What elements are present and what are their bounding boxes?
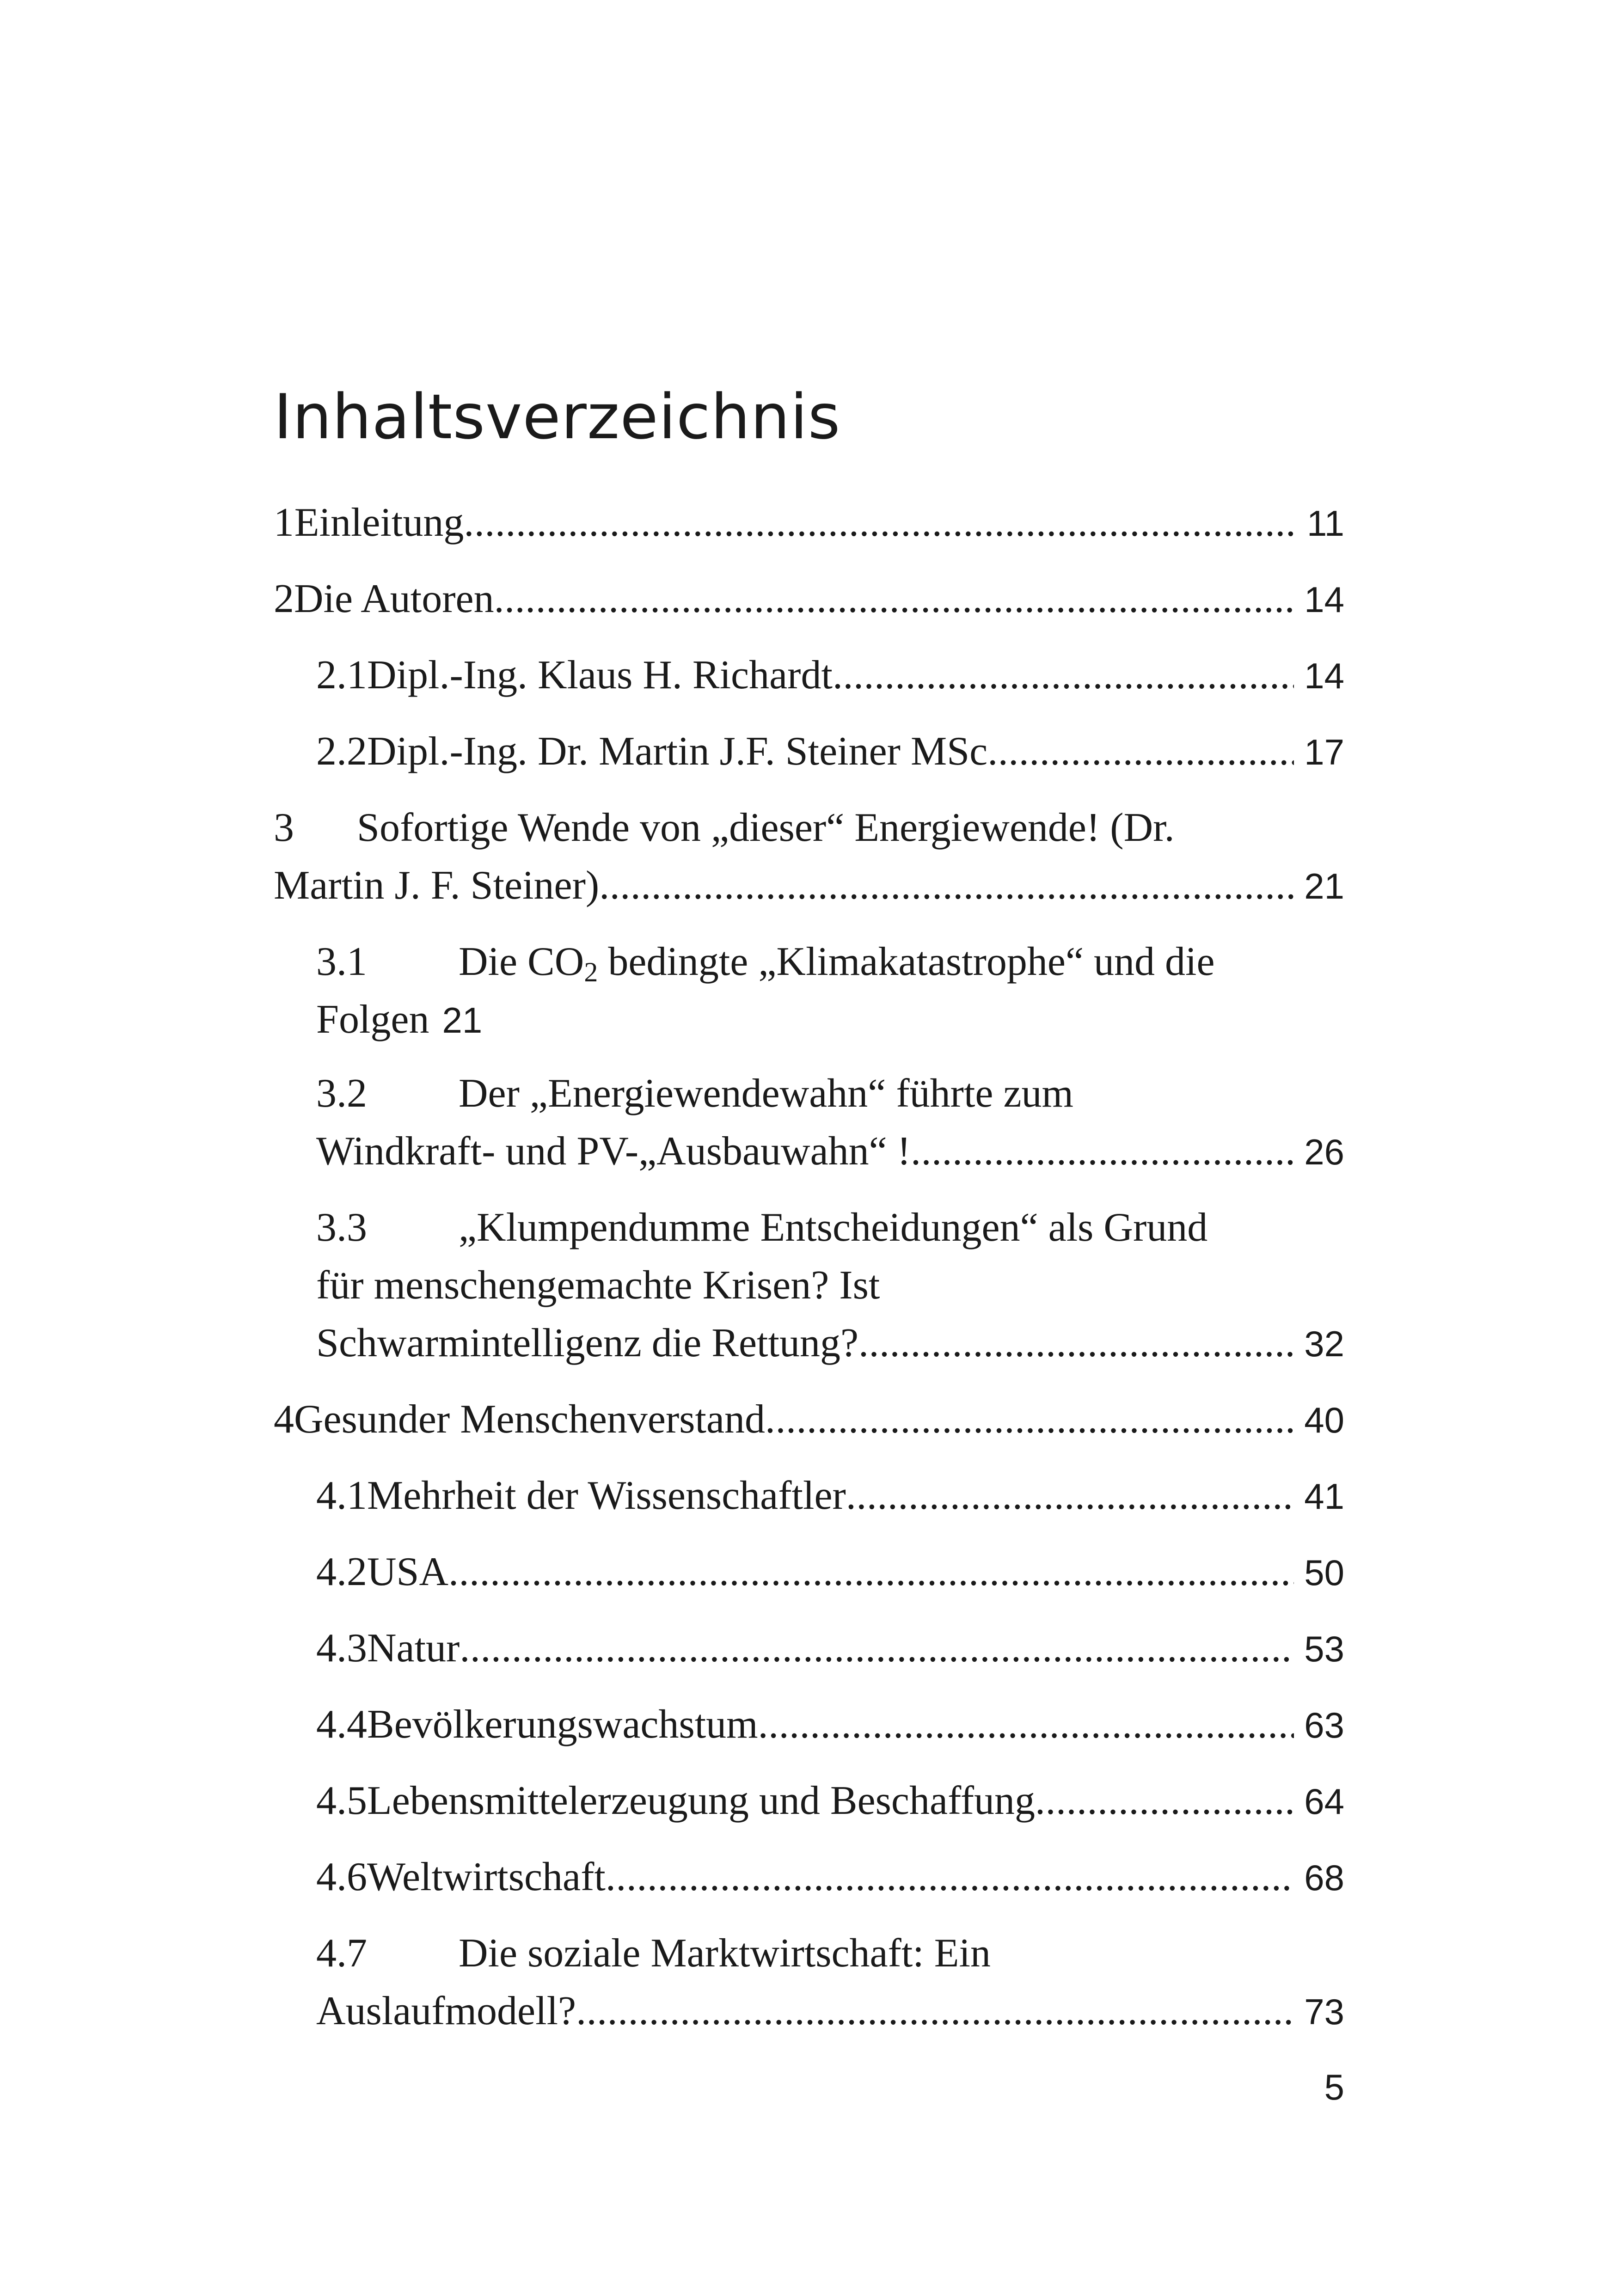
toc-entry-4-4[interactable] [316, 1701, 1344, 1761]
toc-entry-number: 4.3 [316, 1626, 367, 1671]
toc-entry-title: Weltwirtschaft [367, 1855, 606, 1899]
toc-entry-number: 4.6 [316, 1855, 367, 1899]
toc-entry-page: 11 [1307, 503, 1344, 544]
page-title: Inhaltsverzeichnis [274, 381, 841, 453]
toc-entry-line [316, 1070, 1344, 1130]
toc-entry-title-line3: Schwarmintelligenz die Rettung? [316, 1321, 859, 1365]
toc-dot-leader [858, 1320, 1294, 1366]
toc-entry-2-2[interactable] [316, 728, 1344, 788]
toc-entry-number: 3.1 [316, 939, 367, 984]
toc-entry-line [316, 1320, 1344, 1380]
toc-entry-line [316, 1262, 1344, 1322]
toc-entry-title-line1: Sofortige Wende von „dieser“ Energiewende! (Dr. [357, 805, 1175, 850]
toc-dot-leader [460, 1625, 1294, 1671]
toc-entry-number: 4.4 [316, 1702, 367, 1747]
toc-dot-leader [846, 1472, 1294, 1519]
toc-entry-number: 4 [274, 1397, 294, 1442]
toc-dot-leader [606, 1854, 1294, 1900]
toc-entry-page: 14 [1304, 655, 1344, 696]
toc-entry-4-1[interactable] [316, 1472, 1344, 1532]
toc-dot-leader [448, 1549, 1294, 1595]
toc-entry-title: USA [367, 1549, 449, 1594]
toc-entry-title-line2: Auslaufmodell? [316, 1989, 576, 2033]
toc-entry-4-5[interactable] [316, 1777, 1344, 1837]
toc-entry-page: 41 [1304, 1476, 1344, 1517]
toc-entry-1[interactable] [274, 499, 1344, 559]
toc-dot-leader [911, 1128, 1294, 1175]
toc-entry-title-line2: für menschengemachte Krisen? Ist [316, 1263, 880, 1308]
toc-entry-page: 17 [1304, 732, 1344, 772]
toc-entry-title: Bevölkerungswachstum [367, 1702, 758, 1747]
toc-entry-page: 21 [442, 1000, 483, 1041]
toc-entry-line [316, 1204, 1344, 1264]
toc-dot-leader [576, 1988, 1294, 2034]
toc-entry-number: 4.5 [316, 1778, 367, 1823]
toc-entry-number: 1 [274, 500, 294, 545]
toc-entry-page: 53 [1304, 1629, 1344, 1669]
toc-entry-line [274, 804, 1344, 864]
toc-entry-title-line1 [459, 938, 1215, 988]
toc-entry-4-2[interactable] [316, 1549, 1344, 1609]
toc-dot-leader [758, 1701, 1294, 1748]
toc-entry-2[interactable] [274, 576, 1344, 636]
toc-entry-page: 68 [1304, 1857, 1344, 1898]
toc-entry-page: 14 [1304, 579, 1344, 620]
toc-entry-page: 21 [1304, 866, 1344, 906]
toc-entry-line [316, 1128, 1344, 1188]
toc-dot-leader [765, 1396, 1294, 1443]
toc-entry-title-line1: „Klumpendumme Entscheidungen“ als Grund [459, 1205, 1208, 1250]
toc-entry-line [274, 862, 1344, 922]
toc-dot-leader [833, 652, 1294, 698]
toc-dot-leader [494, 576, 1294, 622]
toc-entry-2-1[interactable] [316, 652, 1344, 712]
toc-entry-line [316, 1988, 1344, 2048]
subscript: 2 [584, 957, 598, 987]
toc-entry-number: 4.2 [316, 1549, 367, 1594]
toc-dot-leader [987, 728, 1294, 775]
toc-entry-line [316, 996, 1344, 1056]
toc-entry-title-line2: Windkraft- und PV-„Ausbauwahn“ ! [316, 1129, 911, 1174]
toc-entry-title: Dipl.-Ing. Klaus H. Richardt [367, 653, 833, 698]
toc-entry-page: 64 [1304, 1781, 1344, 1822]
toc-dot-leader [464, 499, 1297, 546]
toc-entry-page: 73 [1304, 1991, 1344, 2032]
toc-entry-title: Einleitung [294, 500, 464, 545]
toc-entry-title: Natur [367, 1626, 460, 1671]
toc-dot-leader [1035, 1777, 1294, 1824]
toc-entry-page: 32 [1304, 1323, 1344, 1364]
toc-entry-4-3[interactable] [316, 1625, 1344, 1685]
toc-entry-number: 2.1 [316, 653, 367, 698]
toc-entry-number: 4.1 [316, 1473, 367, 1518]
toc-entry-number: 3.3 [316, 1205, 367, 1250]
toc-entry-page: 50 [1304, 1552, 1344, 1593]
toc-entry-line [316, 938, 1344, 998]
toc-entry-page: 40 [1304, 1400, 1344, 1440]
toc-entry-4[interactable] [274, 1396, 1344, 1456]
toc-entry-4-6[interactable] [316, 1854, 1344, 1914]
toc-entry-number: 2.2 [316, 729, 367, 774]
toc-entry-title-line2: Folgen [316, 997, 429, 1042]
toc-entry-title: Mehrheit der Wissenschaftler [367, 1473, 846, 1518]
toc-entry-title: Dipl.-Ing. Dr. Martin J.F. Steiner MSc [367, 729, 988, 774]
toc-entry-number: 4.7 [316, 1931, 367, 1976]
toc-entry-number: 3 [274, 805, 294, 850]
toc-entry-number: 3.2 [316, 1071, 367, 1116]
toc-dot-leader [599, 862, 1294, 909]
page-number: 5 [1324, 2067, 1344, 2107]
toc-entry-page: 26 [1304, 1132, 1344, 1172]
title-part: bedingte „Klimakatastrophe“ und die [598, 939, 1215, 984]
toc-entry-title: Lebensmittelerzeugung und Beschaffung [367, 1778, 1036, 1823]
toc-entry-title: Gesunder Menschenverstand [294, 1397, 766, 1442]
toc-entry-page: 63 [1304, 1705, 1344, 1745]
toc-entry-title-line2: Martin J. F. Steiner) [274, 863, 600, 908]
toc-entry-line [316, 1930, 1344, 1990]
toc-entry-title-line1: Der „Energiewendewahn“ führte zum [459, 1071, 1073, 1116]
toc-entry-title-line1: Die soziale Marktwirtschaft: Ein [459, 1931, 991, 1976]
toc-entry-title: Die Autoren [294, 576, 494, 621]
toc-entry-number: 2 [274, 576, 294, 621]
title-part: Die CO [459, 939, 584, 984]
